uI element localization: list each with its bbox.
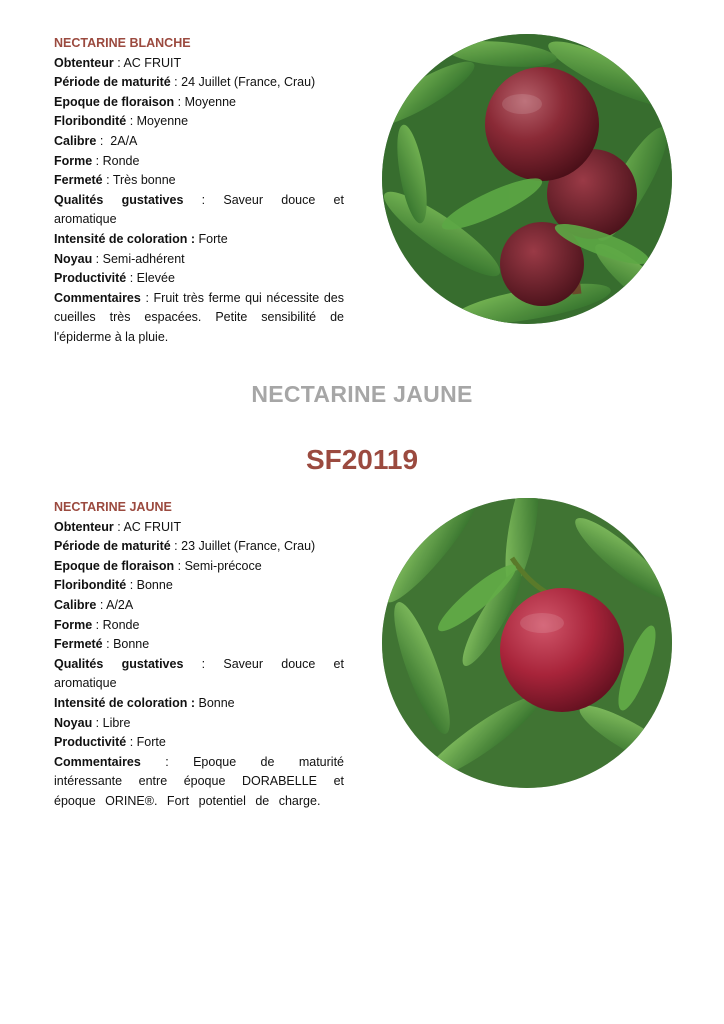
field-intensite-coloration: Intensité de coloration : Forte xyxy=(54,231,228,246)
field-fermete: Fermeté : Très bonne xyxy=(54,173,176,188)
nectarine-photo-icon xyxy=(382,34,672,324)
field-obtenteur: Obtenteur : AC FRUIT xyxy=(54,55,182,70)
field-qualites-gustatives: Qualités gustatives : Saveur douce et aromatique xyxy=(54,192,344,227)
field-productivite: Productivité : Elevée xyxy=(54,271,175,286)
block-title: NECTARINE JAUNE xyxy=(54,500,172,514)
field-obtenteur: Obtenteur : AC FRUIT xyxy=(54,519,182,534)
field-periode-maturite: Période de maturité : 23 Juillet (France, Crau) xyxy=(54,539,316,554)
field-epoque-floraison: Epoque de floraison : Semi-précoce xyxy=(54,558,262,573)
field-commentaires: Commentaires : Epoque de maturité intéressante entre époque DORABELLE et époque ORINE®. Fort potentiel de charge. xyxy=(54,754,344,808)
field-floribondite: Floribondité : Bonne xyxy=(54,578,173,593)
field-noyau: Noyau : Semi-adhérent xyxy=(54,251,185,266)
field-floribondite: Floribondité : Moyenne xyxy=(54,114,189,129)
field-forme: Forme : Ronde xyxy=(54,617,140,632)
nectarine-photo-icon xyxy=(382,498,672,788)
field-periode-maturite: Période de maturité : 24 Juillet (France, Crau) xyxy=(54,75,316,90)
block-title: NECTARINE BLANCHE xyxy=(54,36,191,50)
field-commentaires: Commentaires : Fruit très ferme qui nécessite des cueilles très espacées. Petite sensibilité de l'épiderme à la pluie. xyxy=(54,290,344,344)
variety-code: SF20119 xyxy=(305,444,419,475)
nectarine-blanche-photo xyxy=(382,34,672,324)
nectarine-jaune-specs xyxy=(54,498,344,812)
field-qualites-gustatives: Qualités gustatives : Saveur douce et aromatique xyxy=(54,656,344,691)
field-noyau: Noyau : Libre xyxy=(54,715,131,730)
nectarine-jaune-photo xyxy=(382,498,672,788)
field-calibre: Calibre : A/2A xyxy=(54,597,134,612)
nectarine-blanche-specs xyxy=(54,34,344,348)
field-epoque-floraison: Epoque de floraison : Moyenne xyxy=(54,94,237,109)
field-fermete: Fermeté : Bonne xyxy=(54,637,150,652)
field-intensite-coloration: Intensité de coloration : Bonne xyxy=(54,695,235,710)
field-calibre: Calibre : 2A/A xyxy=(54,133,138,148)
field-productivite: Productivité : Forte xyxy=(54,735,166,750)
field-forme: Forme : Ronde xyxy=(54,153,140,168)
section-heading: NECTARINE JAUNE xyxy=(251,381,473,407)
